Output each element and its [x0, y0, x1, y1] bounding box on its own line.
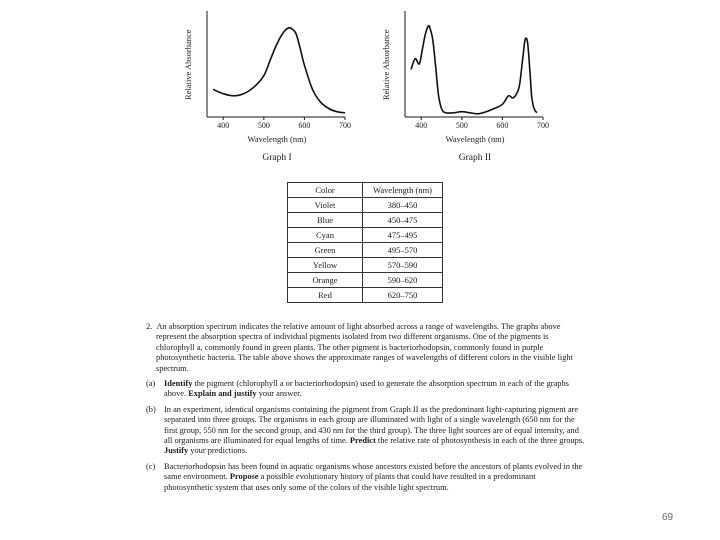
part-c-text-2: a possible evolutionary history of plants that could have resulted in a predominant photosynthetic system that uses only some of the colors of the visible light spectrum.	[164, 472, 536, 492]
color-wavelength-table	[287, 182, 443, 303]
question-intro-text: An absorption spectrum indicates the relative amount of light absorbed across a range of wavelengths. The graphs above represent the absorption spectra of individual pigments isolated from two different organisms. One of the pigments is chlorophyll a, commonly found in green plants. The other pigment is bacteriorhodopsin, commonly found in purple photosynthetic bacteria. The table above shows the approximate ranges of wavelengths of different colors in the visible light spectrum.	[156, 322, 573, 373]
x-tick-label: 500	[455, 121, 468, 130]
table-row	[288, 258, 443, 273]
graph-1-y-label: Relative Absorbance	[183, 29, 193, 101]
x-tick-label: 500	[257, 121, 270, 130]
table-header-row	[288, 183, 443, 198]
part-c-verb-propose: Propose	[229, 472, 259, 482]
table-cell-wavelength: 380–450	[363, 198, 443, 213]
question-block	[146, 322, 586, 493]
graph-1-title: Graph I	[262, 153, 292, 163]
table-cell-color: Green	[288, 243, 363, 258]
x-tick-label: 700	[537, 121, 549, 130]
table-row	[288, 228, 443, 243]
question-part-a	[146, 379, 586, 400]
table-row	[288, 198, 443, 213]
question-part-c	[146, 462, 586, 493]
graph-2-y-label: Relative Absorbance	[381, 29, 391, 101]
table-cell-wavelength: 570–590	[363, 258, 443, 273]
part-b-text-1: In an experiment, identical organisms containing the pigment from Graph II as the predominant light-capturing pigment are separated into three groups. The organisms in each group are illuminated with light of a single wavelength (650 nm for the first group, 550 nm for the second group, and 430 nm for the third group). The three light sources are of equal intensity, and all organisms are illuminated for equal lengths of time.	[164, 404, 579, 446]
part-b-verb-predict: Predict	[349, 436, 376, 446]
table-row	[288, 273, 443, 288]
graph-2-title: Graph II	[458, 153, 492, 163]
part-b-text-2: the relative rate of photosynthesis in each of the three groups.	[375, 436, 585, 446]
table-cell-color: Yellow	[288, 258, 363, 273]
graph-2	[383, 6, 553, 168]
table-cell-wavelength: 475–495	[363, 228, 443, 243]
part-a-verb-identify: Identify	[164, 379, 193, 389]
x-tick-label: 400	[415, 121, 428, 130]
part-c-text-1: Bacteriorhodopsin has been found in aquatic organisms whose ancestors existed before the ancestors of plants evolved in the same environment.	[164, 461, 583, 482]
graph-2-x-label: Wavelength (nm)	[445, 134, 505, 144]
table-row	[288, 288, 443, 303]
table-header-wavelength: Wavelength (nm)	[363, 183, 443, 198]
part-b-label: (b)	[146, 404, 156, 414]
x-tick-label: 600	[496, 121, 509, 130]
graph-1-plot	[185, 6, 355, 131]
x-tick-label: 700	[339, 121, 351, 130]
table-cell-color: Orange	[288, 273, 363, 288]
part-b-text-3: your predictions.	[188, 446, 248, 456]
page-number: 69	[662, 512, 674, 523]
table-cell-color: Red	[288, 288, 363, 303]
question-intro	[146, 322, 586, 374]
part-b-verb-justify: Justify	[164, 446, 189, 456]
graph-1	[185, 6, 355, 168]
part-c-label: (c)	[146, 461, 156, 471]
table-cell-wavelength: 450–475	[363, 213, 443, 228]
table-cell-color: Violet	[288, 198, 363, 213]
table-cell-color: Blue	[288, 213, 363, 228]
part-a-label: (a)	[146, 379, 156, 389]
table-cell-wavelength: 590–620	[363, 273, 443, 288]
part-a-verb-explain: Explain and justify	[188, 389, 257, 399]
graph-1-series-line	[213, 28, 345, 113]
table-cell-wavelength: 495–570	[363, 243, 443, 258]
table-header-color: Color	[288, 183, 363, 198]
part-a-text-1: the pigment (chlorophyll a or bacteriorhodopsin) used to generate the absorption spectrum in each of the graphs above.	[164, 379, 569, 399]
graph-1-ticks	[217, 117, 351, 130]
question-part-b	[146, 405, 586, 457]
table-cell-color: Cyan	[288, 228, 363, 243]
table-row	[288, 243, 443, 258]
question-number: 2.	[146, 322, 153, 331]
graph-1-x-label: Wavelength (nm)	[247, 134, 307, 144]
graph-2-ticks	[415, 117, 549, 130]
part-a-text-2: your answer.	[256, 389, 302, 399]
x-tick-label: 600	[298, 121, 311, 130]
table-cell-wavelength: 620–750	[363, 288, 443, 303]
graph-2-plot	[383, 6, 553, 131]
graph-2-series-line	[411, 26, 537, 114]
table-row	[288, 213, 443, 228]
x-tick-label: 400	[217, 121, 230, 130]
